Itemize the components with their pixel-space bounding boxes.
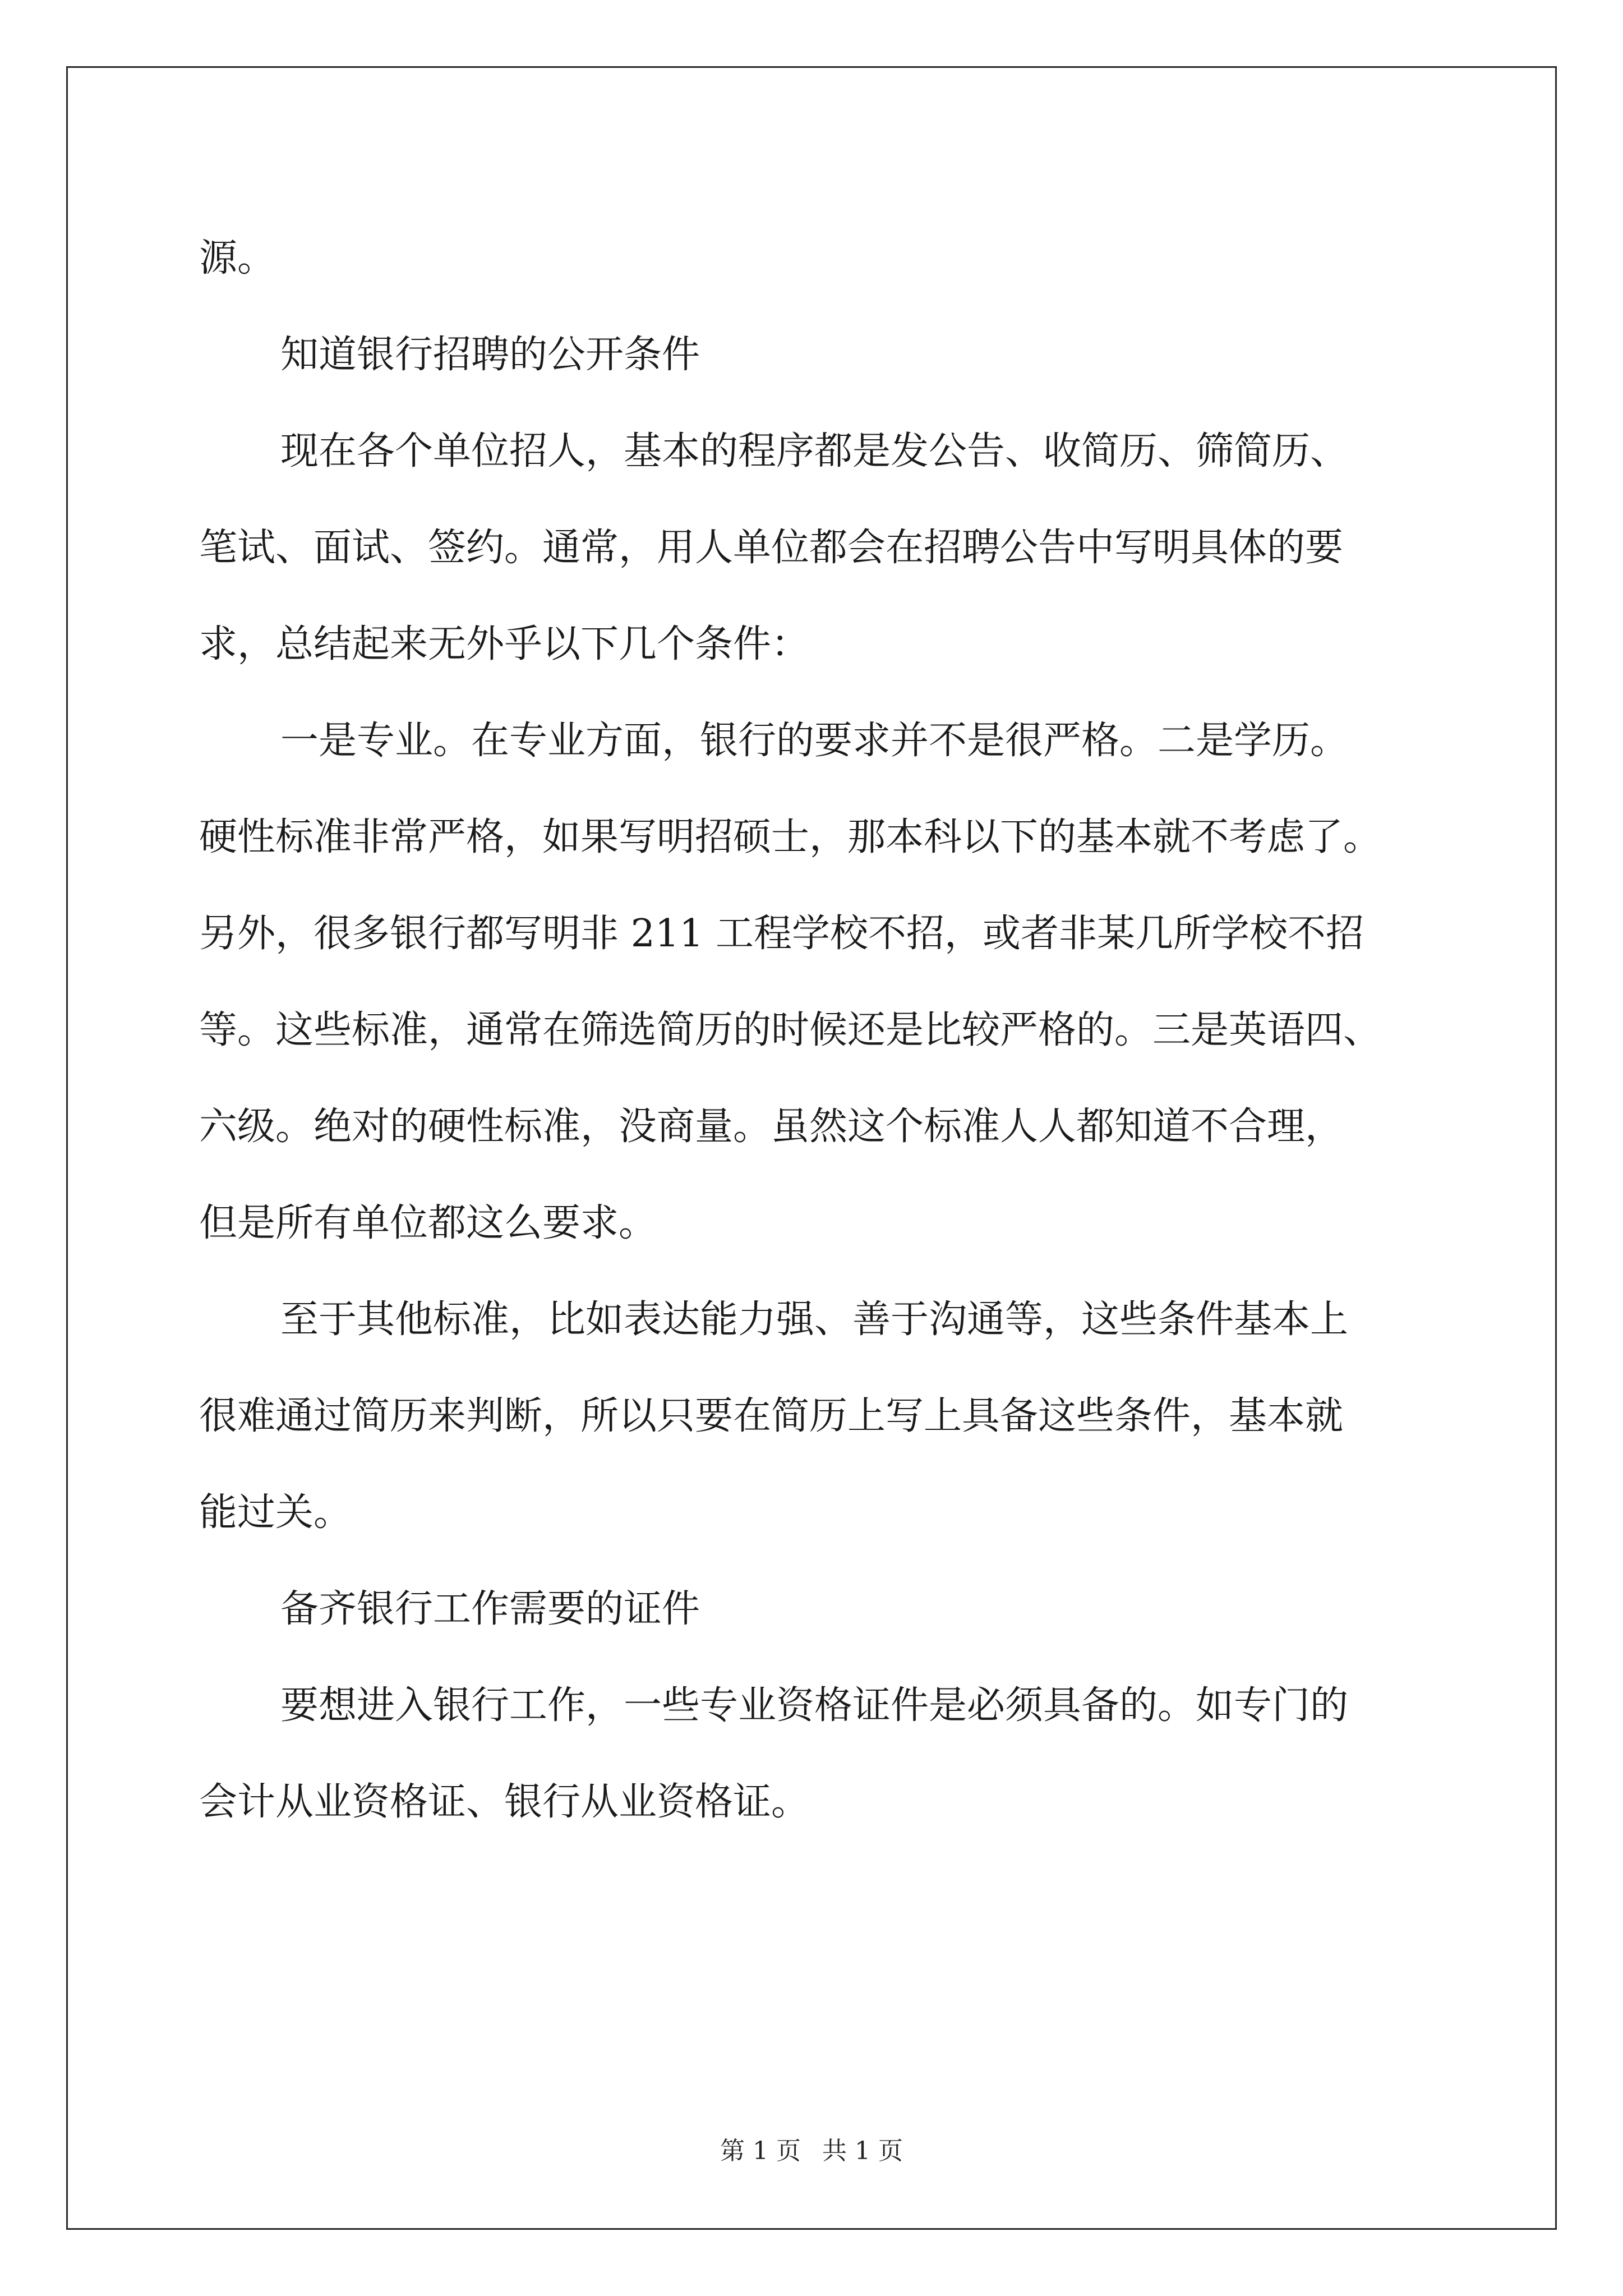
paragraph-line: 一是专业。在专业方面，银行的要求并不是很严格。二是学历。: [280, 719, 1349, 763]
paragraph-line: 知道银行招聘的公开条件: [280, 333, 700, 377]
paragraph-line: 现在各个单位招人，基本的程序都是发公告、收简历、筛简历、: [280, 429, 1349, 473]
paragraph-line: 等。这些标准，通常在筛选简历的时候还是比较严格的。三是英语四、: [199, 1008, 1382, 1052]
page-total: 共 1 页: [822, 2137, 903, 2165]
paragraph-line: 另外，很多银行都写明非 211 工程学校不招，或者非某几所学校不招: [199, 912, 1364, 956]
paragraph-line: 但是所有单位都这么要求。: [199, 1201, 657, 1245]
paragraph-line: 会计从业资格证、银行从业资格证。: [199, 1780, 810, 1824]
document-body: [199, 210, 1433, 1851]
paragraph-line: 要想进入银行工作，一些专业资格证件是必须具备的。如专门的: [280, 1683, 1349, 1728]
paragraph-line: 硬性标准非常严格，如果写明招硕士，那本科以下的基本就不考虑了。: [199, 815, 1382, 859]
paragraph-line: 源。: [199, 236, 276, 280]
page-number: 第 1 页: [720, 2137, 801, 2165]
paragraph-line: 能过关。: [199, 1490, 352, 1535]
paragraph-line: 备齐银行工作需要的证件: [280, 1587, 700, 1631]
paragraph-line: 很难通过简历来判断，所以只要在简历上写上具备这些条件，基本就: [199, 1394, 1344, 1438]
paragraph-line: 六级。绝对的硬性标准，没商量。虽然这个标准人人都知道不合理，: [199, 1105, 1344, 1149]
paragraph-line: 至于其他标准，比如表达能力强、善于沟通等，这些条件基本上: [280, 1297, 1349, 1342]
paragraph-line: 求，总结起来无外乎以下几个条件：: [199, 622, 810, 666]
page-footer: [0, 2131, 1623, 2166]
paragraph-line: 笔试、面试、签约。通常，用人单位都会在招聘公告中写明具体的要: [199, 526, 1344, 570]
